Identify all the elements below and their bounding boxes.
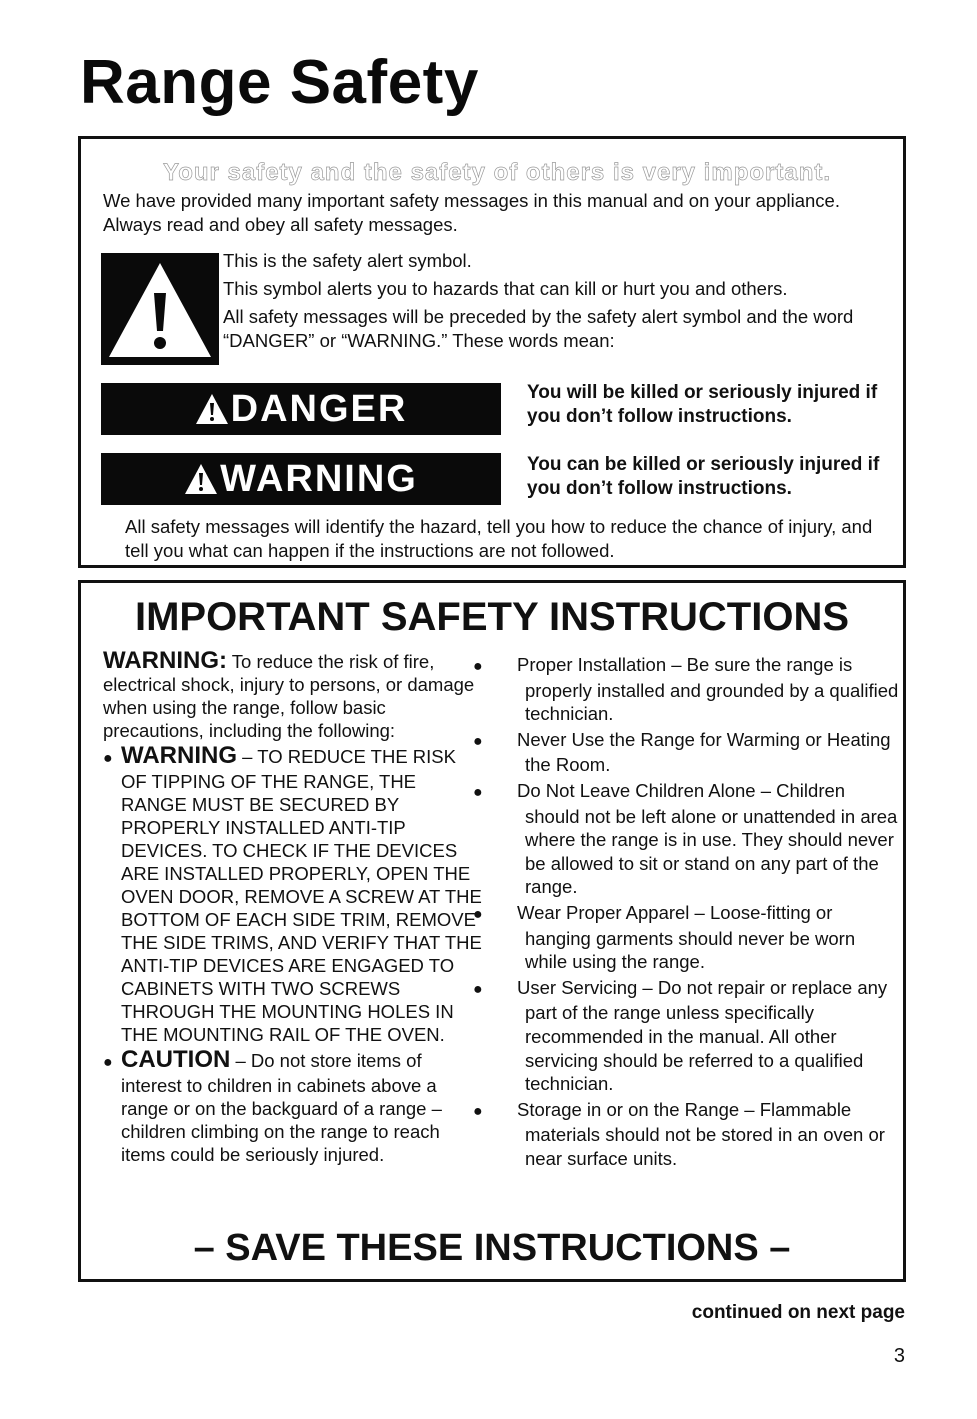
safety-intro: We have provided many important safety messages in this manual and on your appliance. Always read and obey all safety messages. (103, 190, 840, 235)
safety-message-box (78, 136, 906, 568)
instructions-heading: IMPORTANT SAFETY INSTRUCTIONS (134, 595, 850, 639)
safety-closing: All safety messages will identify the hazard, tell you how to reduce the chance of injury, and tell you what can happen if the instructions are not followed. (125, 516, 873, 561)
bullet-dot-icon: ● (473, 732, 483, 750)
bullet-dot-icon: ● (473, 905, 483, 923)
left-column (103, 649, 483, 1166)
list-item-text: Never Use the Range for Warming or Heating the Room. (517, 728, 891, 776)
list-item-text: User Servicing – Do not repair or replace any part of the range unless specifically recommended in the manual. All other servicing should be referred to a qualified technician. (517, 976, 888, 1095)
anti-tip-lead: WARNING (121, 742, 237, 769)
bullet-dot-icon: ● (473, 1102, 483, 1120)
bullet-dot-icon: ● (103, 1054, 113, 1071)
warning-signal-bar (101, 453, 501, 505)
safety-alert-triangle-icon (184, 463, 218, 495)
bullet-dot-icon: ● (473, 980, 483, 998)
list-item (473, 1098, 899, 1171)
safety-tagline: Your safety and the safety of others is very important. (162, 159, 832, 186)
safety-alert-triangle-icon (101, 253, 219, 365)
warning-lead: WARNING: (103, 647, 227, 674)
list-item-text: Wear Proper Apparel – Loose-fitting or hanging garments should never be worn while using the range. (517, 901, 856, 973)
right-column (473, 653, 899, 1172)
anti-tip-warning (103, 744, 483, 1046)
continued-note: continued on next page (691, 1302, 905, 1323)
important-instructions-box (78, 580, 906, 1282)
list-item (473, 728, 899, 777)
alert-line: This symbol alerts you to hazards that can kill or hurt you and others. (223, 278, 788, 299)
alert-line: This is the safety alert symbol. (223, 250, 472, 271)
list-item-text: Do Not Leave Children Alone – Children should not be left alone or unattended in area where the range is in use. They should never be allowed to sit or stand on any part of the range. (517, 779, 898, 898)
alert-explanation (223, 249, 883, 353)
safety-alert-triangle-icon (195, 393, 229, 425)
warning-paragraph (103, 649, 483, 742)
alert-line: All safety messages will be preceded by the safety alert symbol and the word “DANGER” or “WARNING.” These words mean: (223, 306, 854, 351)
danger-signal-bar (101, 383, 501, 435)
list-item-text: Proper Installation – Be sure the range is properly installed and grounded by a qualified technician. (517, 654, 899, 725)
anti-tip-text: – TO REDUCE THE RISK OF TIPPING OF THE RANGE, THE RANGE MUST BE SECURED BY PROPERLY INSTALLED ANTI-TIP DEVICES. TO CHECK IF THE DEVICES ARE INSTALLED PROPERLY, OPEN THE OVEN DOOR, REMOVE A SCREW AT THE BOTTOM OF EACH SIDE TRIM, REMOVE THE SIDE TRIMS, AND VERIFY THAT THE ANTI-TIP DEVICES ARE ENGAGED TO CABINETS WITH TWO SCREWS THROUGH THE MOUNTING HOLES IN THE MOUNTING RAIL OF THE OVEN. (121, 746, 482, 1045)
warning-description: You can be killed or seriously injured if you don’t follow instructions. (527, 454, 880, 499)
warning-label: WARNING (220, 457, 418, 500)
caution-lead: CAUTION (121, 1046, 231, 1073)
list-item-text: Storage in or on the Range – Flammable materials should not be stored in an oven or near surface units. (517, 1098, 885, 1169)
bullet-dot-icon: ● (103, 750, 113, 767)
list-item (473, 653, 899, 726)
caution-paragraph (103, 1048, 483, 1166)
bullet-dot-icon: ● (473, 783, 483, 801)
danger-label: DANGER (230, 387, 408, 430)
page-number: 3 (893, 1345, 905, 1367)
warning-intro: To reduce the risk of fire, electrical shock, injury to persons, or damage when using the range, follow basic precautions, including the following: (103, 651, 475, 741)
list-item (473, 901, 899, 974)
list-item (473, 976, 899, 1096)
bullet-dot-icon: ● (473, 658, 483, 675)
page-title: Range Safety (80, 48, 479, 117)
danger-description: You will be killed or seriously injured if you don’t follow instructions. (527, 382, 878, 427)
save-instructions-footer: – SAVE THESE INSTRUCTIONS – (193, 1227, 791, 1269)
list-item (473, 779, 899, 899)
caution-text: – Do not store items of interest to children in cabinets above a range or on the backguard of a range – children climbing on the range to reach items could be seriously injured. (121, 1050, 442, 1165)
